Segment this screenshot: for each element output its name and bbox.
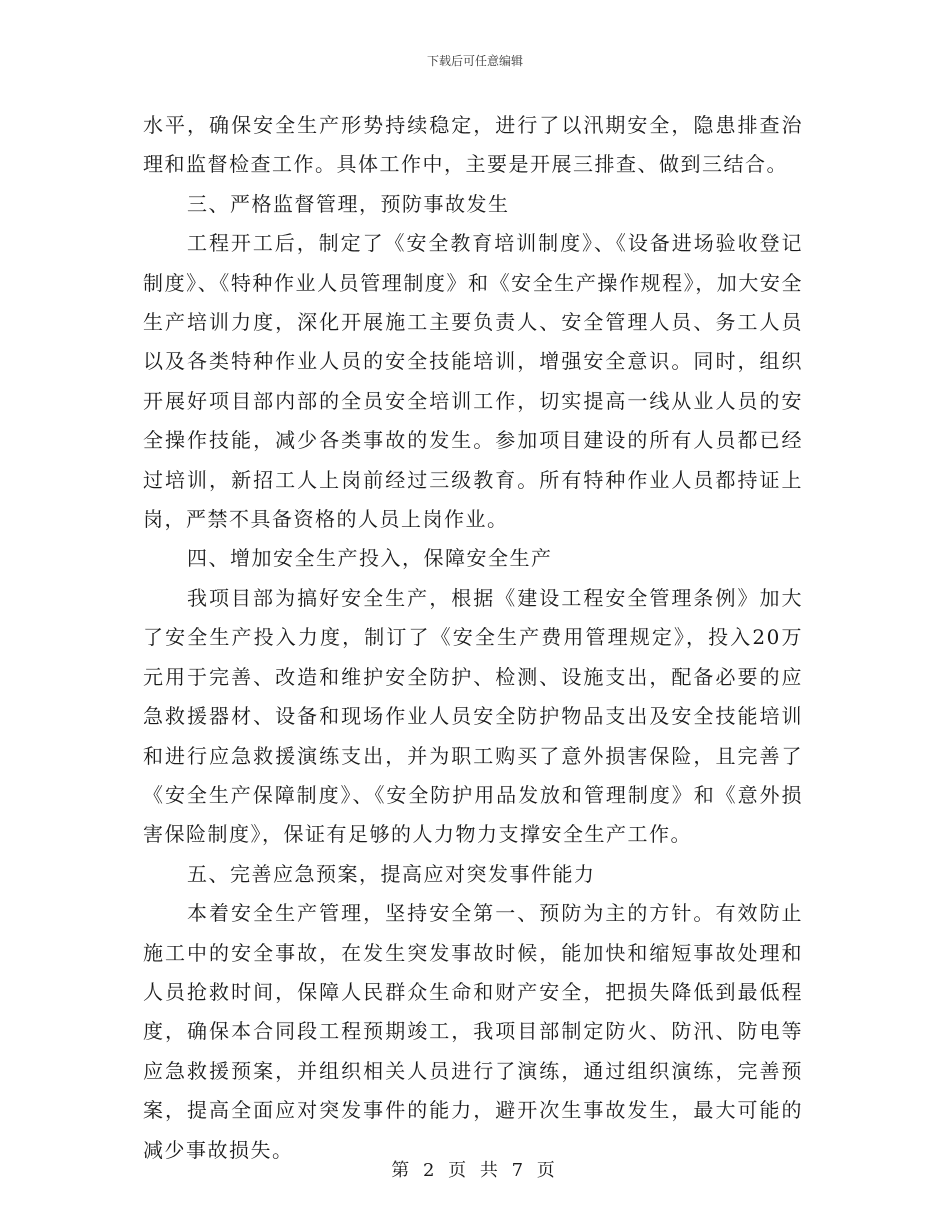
section-heading-5: 五、完善应急预案，提高应对突发事件能力 [187, 861, 596, 886]
section-heading-4: 四、增加安全生产投入，保障安全生产 [187, 546, 553, 571]
paragraph-2: 工程开工后，制定了《安全教育培训制度》、《设备进场验收登记制度》、《特种作业人员管理制度》和《安全生产操作规程》，加大安全生产培训力度，深化开展施工主要负责人、安全管理人员、务工人员以及各类特种作业人员的安全技能培训，增强安全意识。同时，组织开展好项目部内部的全员安全培训工作，切实提高一线从业人员的安全操作技能，减少各类事故的发生。参加项目建设的所有人员都已经过培训，新招工人上岗前经过三级教育。所有特种作业人员都持证上岗，严禁不具备资格的人员上岗作业。 [143, 231, 803, 532]
paragraph-4: 本着安全生产管理，坚持安全第一、预防为主的方针。有效防止施工中的安全事故，在发生突发事故时候，能加快和缩短事故处理和人员抢救时间，保障人民群众生命和财产安全，把损失降低到最低程度，确保本合同段工程预期竣工，我项目部制定防火、防汛、防电等应急救援预案，并组织相关人员进行了演练，通过组织演练，完善预案，提高全面应对突发事件的能力，避开次生事故发生，最大可能的减少事故损失。 [143, 901, 803, 1162]
document-body [143, 106, 803, 1170]
paragraph-3: 我项目部为搞好安全生产，根据《建设工程安全管理条例》加大了安全生产投入力度，制订了《安全生产费用管理规定》，投入20万元用于完善、改造和维护安全防护、检测、设施支出，配备必要的应急救援器材、设备和现场作业人员安全防护物品支出及安全技能培训和进行应急救援演练支出，并为职工购买了意外损害保险，且完善了《安全生产保障制度》、《安全防护用品发放和管理制度》和《意外损害保险制度》，保证有足够的人力物力支撑安全生产工作。 [143, 585, 803, 847]
page-header: 下载后可任意编辑 [426, 54, 523, 68]
page-footer: 第 2 页 共 7 页 [391, 1160, 559, 1181]
section-heading-3: 三、严格监督管理，预防事故发生 [187, 191, 510, 216]
paragraph-1: 水平，确保安全生产形势持续稳定，进行了以汛期安全，隐患排查治理和监督检查工作。具体工作中，主要是开展三排查、做到三结合。 [143, 113, 803, 177]
